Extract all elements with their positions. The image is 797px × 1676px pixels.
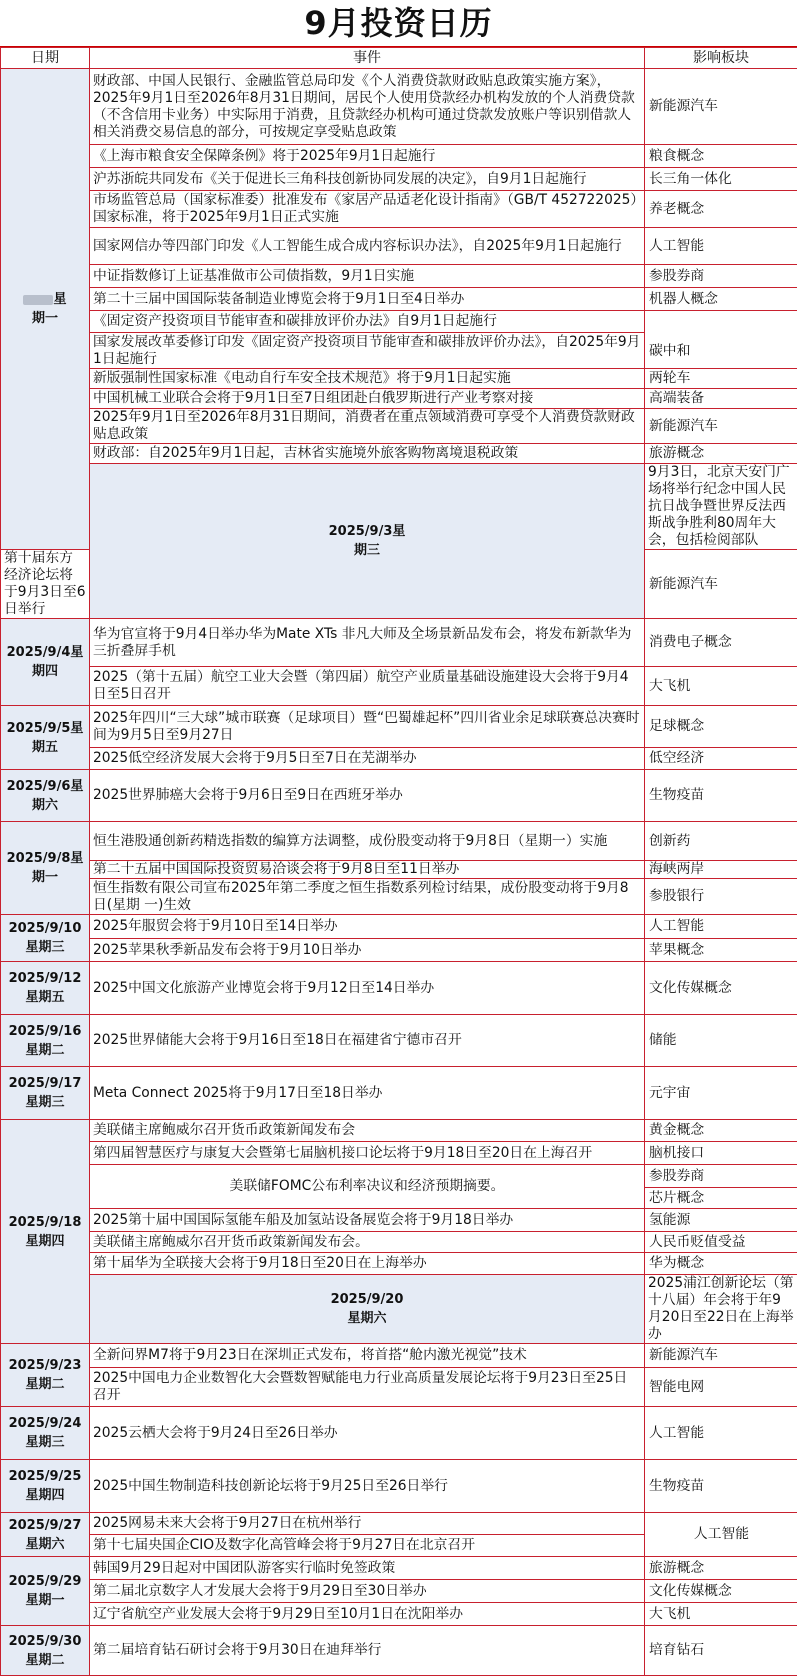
sector-cell: 大飞机 xyxy=(645,1603,797,1626)
event-cell: 2025苹果秋季新品发布会将于9月10日举办 xyxy=(90,939,645,962)
event-cell: 第二届培育钻石研讨会将于9月30日在迪拜举行 xyxy=(90,1626,645,1676)
date-text: 2025/9/29 xyxy=(9,1574,82,1589)
table-row xyxy=(1,1015,797,1067)
table-row xyxy=(1,1580,797,1603)
weekday-text: 星期四 xyxy=(25,1234,64,1249)
date-text: 2025/9/6星 xyxy=(7,779,84,794)
table-row xyxy=(1,1513,797,1535)
table-row xyxy=(1,939,797,962)
event-cell: 美联储FOMC公布利率决议和经济预期摘要。 xyxy=(90,1165,645,1209)
date-cell xyxy=(1,1460,90,1513)
event-cell: 恒生港股通创新药精选指数的编算方法调整，成份股变动将于9月8日（星期一）实施 xyxy=(90,822,645,861)
sector-cell: 人工智能 xyxy=(645,228,797,265)
sector-cell: 机器人概念 xyxy=(645,288,797,311)
weekday-text: 期一 xyxy=(32,870,58,885)
event-cell: 美联储主席鲍威尔召开货币政策新闻发布会。 xyxy=(90,1232,645,1253)
date-text: 2025/9/4星 xyxy=(7,645,84,660)
weekday-text: 星期一 xyxy=(25,1593,64,1608)
date-text: 2025/9/25 xyxy=(9,1469,82,1484)
investment-calendar-table xyxy=(0,47,797,1676)
event-cell: 中国机械工业联合会将于9月1日至7日组团赴白俄罗斯进行产业考察对接 xyxy=(90,389,645,409)
table-row xyxy=(1,464,797,550)
table-row xyxy=(1,915,797,939)
table-row xyxy=(1,1275,797,1344)
table-row xyxy=(1,389,797,409)
header-row xyxy=(1,48,797,69)
event-cell: 9月3日，北京天安门广场将举行纪念中国人民抗日战争暨世界反法西斯战争胜利80周年大会，包括检阅部队 xyxy=(645,464,797,550)
sector-cell: 养老概念 xyxy=(645,191,797,228)
table-row xyxy=(1,1209,797,1232)
sector-cell: 智能电网 xyxy=(645,1368,797,1407)
table-row xyxy=(1,667,797,706)
date-cell xyxy=(1,822,90,915)
header-sector: 影响板块 xyxy=(645,48,797,69)
sector-cell: 新能源汽车 xyxy=(645,69,797,145)
date-cell xyxy=(90,464,645,619)
table-row xyxy=(1,1344,797,1368)
event-cell: 2025年9月1日至2026年8月31日期间，消费者在重点领域消费可享受个人消费贷款财政贴息政策 xyxy=(90,409,645,444)
table-row xyxy=(1,1067,797,1120)
date-cell xyxy=(1,770,90,822)
sector-cell: 黄金概念 xyxy=(645,1120,797,1142)
sector-cell: 旅游概念 xyxy=(645,1557,797,1580)
table-row xyxy=(1,1557,797,1580)
weekday-text: 星期三 xyxy=(25,1435,64,1450)
date-text: 2025/9/24 xyxy=(9,1416,82,1431)
sector-cell: 人工智能 xyxy=(645,915,797,939)
event-cell: 2025低空经济发展大会将于9月5日至7日在芜湖举办 xyxy=(90,748,645,770)
table-row xyxy=(1,706,797,748)
sector-cell: 旅游概念 xyxy=(645,444,797,464)
event-cell: 2025年四川“三大球”城市联赛（足球项目）暨“巴蜀雄起杯”四川省业余足球联赛总决赛时间为9月5日至9月27日 xyxy=(90,706,645,748)
weekday-text: 星期二 xyxy=(25,1043,64,1058)
table-row xyxy=(1,288,797,311)
date-text: 2025/9/3星 xyxy=(329,524,406,539)
date-text: 2025/9/8星 xyxy=(7,851,84,866)
weekday-text: 星期四 xyxy=(25,1488,64,1503)
event-cell: 第十届华为全联接大会将于9月18日至20日在上海举办 xyxy=(90,1253,645,1275)
event-cell: 2025云栖大会将于9月24日至26日举办 xyxy=(90,1407,645,1460)
date-cell xyxy=(1,1513,90,1557)
event-cell: 美联储主席鲍威尔召开货币政策新闻发布会 xyxy=(90,1120,645,1142)
sector-cell: 氢能源 xyxy=(645,1209,797,1232)
weekday-text: 期四 xyxy=(32,664,58,679)
table-row xyxy=(1,1603,797,1626)
weekday-text: 星期二 xyxy=(25,1653,64,1668)
sector-cell: 新能源汽车 xyxy=(645,550,797,619)
sector-cell: 脑机接口 xyxy=(645,1142,797,1165)
table-row xyxy=(1,1460,797,1513)
weekday-text: 星期五 xyxy=(25,990,64,1005)
table-row xyxy=(1,191,797,228)
event-cell: 2025世界肺癌大会将于9月6日至9日在西班牙举办 xyxy=(90,770,645,822)
event-cell: 第二十五届中国国际投资贸易洽谈会将于9月8日至11日举办 xyxy=(90,861,645,879)
sector-cell: 培育钻石 xyxy=(645,1626,797,1676)
event-cell: 恒生指数有限公司宣布2025年第二季度之恒生指数系列检讨结果，成份股变动将于9月8日(星期 一)生效 xyxy=(90,879,645,915)
date-cell xyxy=(1,1407,90,1460)
event-cell: 华为官宣将于9月4日举办华为Mate XTs 非凡大师及全场景新品发布会，将发布新款华为三折叠屏手机 xyxy=(90,619,645,667)
table-row xyxy=(1,619,797,667)
sector-cell: 储能 xyxy=(645,1015,797,1067)
table-row xyxy=(1,1142,797,1165)
event-cell: 财政部：自2025年9月1日起，吉林省实施境外旅客购物离境退税政策 xyxy=(90,444,645,464)
event-cell: 2025中国文化旅游产业博览会将于9月12日至14日举办 xyxy=(90,962,645,1015)
sector-cell: 海峡两岸 xyxy=(645,861,797,879)
sector-cell: 苹果概念 xyxy=(645,939,797,962)
sector-cell: 碳中和 xyxy=(645,311,797,369)
sector-cell: 人工智能 xyxy=(645,1407,797,1460)
date-text: 2025/9/10 xyxy=(9,921,82,936)
event-cell: 韩国9月29日起对中国团队游客实行临时免签政策 xyxy=(90,1557,645,1580)
weekday-text: 星期二 xyxy=(25,1377,64,1392)
table-row xyxy=(1,748,797,770)
sector-cell: 芯片概念 xyxy=(645,1188,797,1209)
table-row xyxy=(1,265,797,288)
event-cell: Meta Connect 2025将于9月17日至18日举办 xyxy=(90,1067,645,1120)
event-cell: 辽宁省航空产业发展大会将于9月29日至10月1日在沈阳举办 xyxy=(90,1603,645,1626)
table-row xyxy=(1,962,797,1015)
event-cell: 2025网易未来大会将于9月27日在杭州举行 xyxy=(90,1513,645,1535)
date-cell xyxy=(1,915,90,962)
sector-cell: 生物疫苗 xyxy=(645,770,797,822)
sector-cell: 新能源汽车 xyxy=(645,1344,797,1368)
weekday-text: 星期六 xyxy=(347,1311,386,1326)
date-text: 2025/9/12 xyxy=(9,971,82,986)
weekday-text: 期三 xyxy=(354,543,380,558)
event-cell: 第四届智慧医疗与康复大会暨第七届脑机接口论坛将于9月18日至20日在上海召开 xyxy=(90,1142,645,1165)
event-cell: 《固定资产投资项目节能审查和碳排放评价办法》自9月1日起施行 xyxy=(90,311,645,333)
sector-cell: 生物疫苗 xyxy=(645,1460,797,1513)
table-row xyxy=(1,409,797,444)
date-text: 2025/9/20 xyxy=(331,1292,404,1307)
table-row xyxy=(1,1368,797,1407)
event-cell: 国家网信办等四部门印发《人工智能生成合成内容标识办法》，自2025年9月1日起施行 xyxy=(90,228,645,265)
event-cell: 2025世界储能大会将于9月16日至18日在福建省宁德市召开 xyxy=(90,1015,645,1067)
sector-cell: 创新药 xyxy=(645,822,797,861)
weekday-text: 期五 xyxy=(32,740,58,755)
date-text: 2025/9/17 xyxy=(9,1076,82,1091)
event-cell: 2025（第十五届）航空工业大会暨（第四届）航空产业质量基础设施建设大会将于9月4日至5日召开 xyxy=(90,667,645,706)
date-text: 2025/9/27 xyxy=(9,1518,82,1533)
event-cell: 国家发展改革委修订印发《固定资产投资项目节能审查和碳排放评价办法》，自2025年9月1日起施行 xyxy=(90,333,645,369)
table-row xyxy=(1,311,797,333)
sector-cell: 人民币贬值受益 xyxy=(645,1232,797,1253)
event-cell: 2025浦江创新论坛（第十八届）年会将于年9月20日至22日在上海举办 xyxy=(645,1275,797,1344)
sector-cell: 参股券商 xyxy=(645,265,797,288)
weekday-text: 期六 xyxy=(32,798,58,813)
sector-cell: 参股银行 xyxy=(645,879,797,915)
header-date: 日期 xyxy=(1,48,90,69)
date-cell xyxy=(1,1344,90,1407)
table-row xyxy=(1,69,797,145)
date-text: 2025/9/16 xyxy=(9,1024,82,1039)
sector-cell: 大飞机 xyxy=(645,667,797,706)
sector-cell: 低空经济 xyxy=(645,748,797,770)
table-row xyxy=(1,861,797,879)
sector-cell: 人工智能 xyxy=(645,1513,797,1557)
event-cell: 第十七届央国企CIO及数字化高管峰会将于9月27日在北京召开 xyxy=(90,1535,645,1557)
sector-cell: 高端装备 xyxy=(645,389,797,409)
date-cell xyxy=(1,706,90,770)
event-cell: 第十届东方经济论坛将于9月3日至6日举行 xyxy=(1,550,90,619)
event-cell: 2025年服贸会将于9月10日至14日举办 xyxy=(90,915,645,939)
event-cell: 市场监管总局（国家标准委）批准发布《家居产品适老化设计指南》（GB/T 452722025）国家标准，将于2025年9月1日正式实施 xyxy=(90,191,645,228)
table-row xyxy=(1,1253,797,1275)
table-row xyxy=(1,228,797,265)
date-cell xyxy=(1,1626,90,1676)
sector-cell: 元宇宙 xyxy=(645,1067,797,1120)
header-event: 事件 xyxy=(90,48,645,69)
table-row xyxy=(1,369,797,389)
date-cell xyxy=(90,1275,645,1344)
table-row xyxy=(1,822,797,861)
weekday-text: 期一 xyxy=(32,311,58,326)
date-text: 2025/9/30 xyxy=(9,1634,82,1649)
weekday-text: 星期三 xyxy=(25,940,64,955)
sector-cell: 足球概念 xyxy=(645,706,797,748)
table-row xyxy=(1,1626,797,1676)
table-row xyxy=(1,168,797,191)
event-cell: 第二届北京数字人才发展大会将于9月29日至30日举办 xyxy=(90,1580,645,1603)
table-row xyxy=(1,145,797,168)
weekday-text: 星期六 xyxy=(25,1537,64,1552)
date-cell xyxy=(1,1120,90,1344)
date-text: 2025/9/18 xyxy=(9,1215,82,1230)
sector-cell: 华为概念 xyxy=(645,1253,797,1275)
event-cell: 中证指数修订上证基准做市公司债指数，9月1日实施 xyxy=(90,265,645,288)
sector-cell: 新能源汽车 xyxy=(645,409,797,444)
sector-cell: 文化传媒概念 xyxy=(645,1580,797,1603)
sector-cell: 长三角一体化 xyxy=(645,168,797,191)
date-text: 2025/9/23 xyxy=(9,1358,82,1373)
event-cell: 财政部、中国人民银行、金融监管总局印发《个人消费贷款财政贴息政策实施方案》，2025年9月1日至2026年8月31日期间，居民个人使用贷款经办机构发放的个人消费贷款（不含信用卡业务）中实际用于消费，且贷款经办机构可通过贷款发放账户等识别借款人相关消费交易信息的部分，可按规定享受贴息政策 xyxy=(90,69,645,145)
sector-cell: 粮食概念 xyxy=(645,145,797,168)
date-cell xyxy=(1,619,90,706)
table-row xyxy=(1,879,797,915)
table-row xyxy=(1,1407,797,1460)
date-text: 2025/9/5星 xyxy=(7,721,84,736)
event-cell: 第二十三届中国国际装备制造业博览会将于9月1日至4日举办 xyxy=(90,288,645,311)
date-cell xyxy=(1,962,90,1015)
date-cell xyxy=(1,1015,90,1067)
redacted-date xyxy=(23,295,53,305)
page-title: 9月投资日历 xyxy=(0,0,797,47)
weekday-text: 星期三 xyxy=(25,1095,64,1110)
event-cell: 新版强制性国家标准《电动自行车安全技术规范》将于9月1日起实施 xyxy=(90,369,645,389)
sector-cell: 文化传媒概念 xyxy=(645,962,797,1015)
table-row xyxy=(1,1120,797,1142)
date-cell xyxy=(1,1557,90,1626)
sector-cell: 消费电子概念 xyxy=(645,619,797,667)
table-row xyxy=(1,1232,797,1253)
event-cell: 《上海市粮食安全保障条例》将于2025年9月1日起施行 xyxy=(90,145,645,168)
event-cell: 2025中国电力企业数智化大会暨数智赋能电力行业高质量发展论坛将于9月23日至25日召开 xyxy=(90,1368,645,1407)
event-cell: 2025中国生物制造科技创新论坛将于9月25日至26日举行 xyxy=(90,1460,645,1513)
sector-cell: 参股券商 xyxy=(645,1165,797,1188)
date-cell xyxy=(1,1067,90,1120)
date-text: 星 xyxy=(53,292,66,307)
event-cell: 沪苏浙皖共同发布《关于促进长三角科技创新协同发展的决定》，自9月1日起施行 xyxy=(90,168,645,191)
table-row xyxy=(1,1165,797,1188)
event-cell: 2025第十届中国国际氢能车船及加氢站设备展览会将于9月18日举办 xyxy=(90,1209,645,1232)
table-row xyxy=(1,770,797,822)
table-row xyxy=(1,444,797,464)
event-cell: 全新问界M7将于9月23日在深圳正式发布，将首搭“舱内激光视觉”技术 xyxy=(90,1344,645,1368)
sector-cell: 两轮车 xyxy=(645,369,797,389)
date-cell xyxy=(1,69,90,550)
